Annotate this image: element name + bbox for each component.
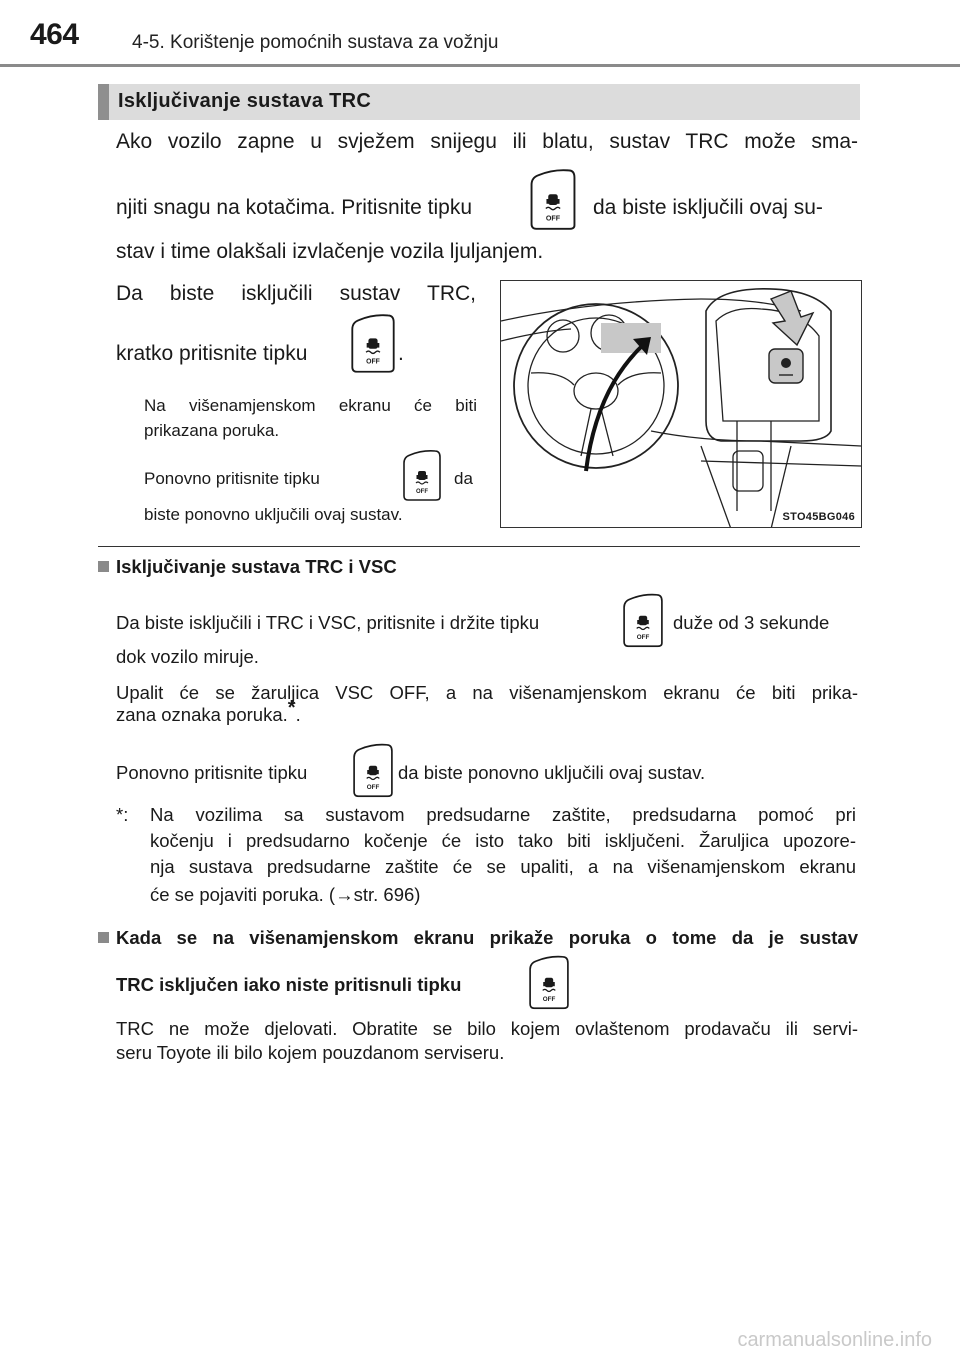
section-heading-tab [98, 84, 109, 120]
intro-line-3: stav i time olakšali izvlačenje vozila ljuljanjem. [116, 240, 544, 263]
dashboard-illustration [500, 280, 862, 528]
subsection-1-heading: Isključivanje sustava TRC i VSC [116, 556, 397, 577]
intro-line-2a: njiti snagu na kotačima. Pritisnite tipku [116, 196, 473, 219]
sub1-p2-line-2 [116, 696, 301, 726]
intro-line-1: Ako vozilo zapne u svježem snijegu ili blatu, sustav TRC može sma- [116, 130, 858, 153]
sub1-p2-line-1: Upalit će se žaruljica VSC OFF, a na višenamjenskom ekranu će biti prika- [116, 682, 858, 703]
sub1-p1-line-2: dok vozilo miruje. [116, 646, 259, 667]
subsection-bullet [98, 932, 109, 943]
intro-line-2b: da biste isključili ovaj su- [593, 196, 823, 219]
note2-line-2: biste ponovno uključili ovaj sustav. [144, 505, 403, 524]
subsection-2-heading-line-2: TRC isključen iako niste pritisnuli tipku [116, 974, 462, 995]
left-line-2a: kratko pritisnite tipku [116, 342, 308, 365]
sub1-p2-end: . [295, 704, 301, 725]
footnote-line-2: kočenju i predsudarno kočenje će isto tako biti isključeni. Žaruljica upozore- [150, 830, 856, 851]
header-rule [0, 64, 960, 67]
note1-line-2: prikazana poruka. [144, 421, 280, 440]
page-number: 464 [30, 18, 79, 51]
sub1-p3a: Ponovno pritisnite tipku [116, 762, 308, 783]
subsection-2-heading-line-1: Kada se na višenamjenskom ekranu prikaže poruka o tome da je sustav [116, 927, 858, 948]
footnote-line-3: nja sustava predsudarne zaštite će se upaliti, a na višenamjenskom ekranu [150, 856, 856, 877]
footnote-star: * [287, 696, 296, 719]
note1-line-1: Na višenamjenskom ekranu će biti [144, 396, 477, 415]
subsection-bullet [98, 561, 109, 572]
footnote-line-4: će se pojaviti poruka. (→str. 696) [150, 884, 421, 905]
footnote-line-1: Na vozilima sa sustavom predsudarne zaštite, predsudarna pomoć pri [150, 804, 856, 825]
vsc-off-button-icon [402, 448, 442, 502]
watermark: carmanualsonline.info [737, 1329, 932, 1351]
left-line-1: Da biste isključili sustav TRC, [116, 282, 476, 305]
sub2-p-line-2: seru Toyote ili bilo kojem pouzdanom serviseru. [116, 1042, 505, 1063]
sub1-p1-line-1b: duže od 3 sekunde [673, 612, 830, 633]
press-arrow-icon [771, 291, 813, 345]
sub1-p3b: da biste ponovno uključili ovaj sustav. [398, 762, 706, 783]
vsc-off-button-icon [528, 954, 570, 1010]
section-divider [98, 546, 860, 547]
vsc-off-button-icon [352, 742, 394, 798]
steering-wheel-illustration [501, 281, 862, 528]
footnote-mark: *: [116, 804, 129, 825]
display-highlight [601, 323, 661, 353]
note2-line-1a: Ponovno pritisnite tipku [144, 469, 320, 488]
section-heading-bar [98, 84, 860, 120]
figure-label: STO45BG046 [782, 511, 855, 523]
sub2-p-line-1: TRC ne može djelovati. Obratite se bilo kojem ovlaštenom prodavaču ili servi- [116, 1018, 858, 1039]
vsc-off-button-icon [622, 592, 664, 648]
sub1-p1-line-1a: Da biste isključili i TRC i VSC, pritisnite i držite tipku [116, 612, 540, 633]
sub1-p2-line-2-text: zana oznaka poruka. [116, 704, 288, 725]
indicator-arrow-icon [586, 337, 651, 471]
section-title: Isključivanje sustava TRC [118, 90, 372, 112]
left-line-2b: . [398, 342, 404, 365]
vsc-off-button-icon [769, 349, 803, 383]
vsc-off-button-icon [528, 168, 578, 230]
vsc-off-button-icon [350, 312, 396, 374]
note2-line-1b: da [454, 469, 473, 488]
chapter-title: 4-5. Korištenje pomoćnih sustava za vožnju [132, 32, 499, 53]
